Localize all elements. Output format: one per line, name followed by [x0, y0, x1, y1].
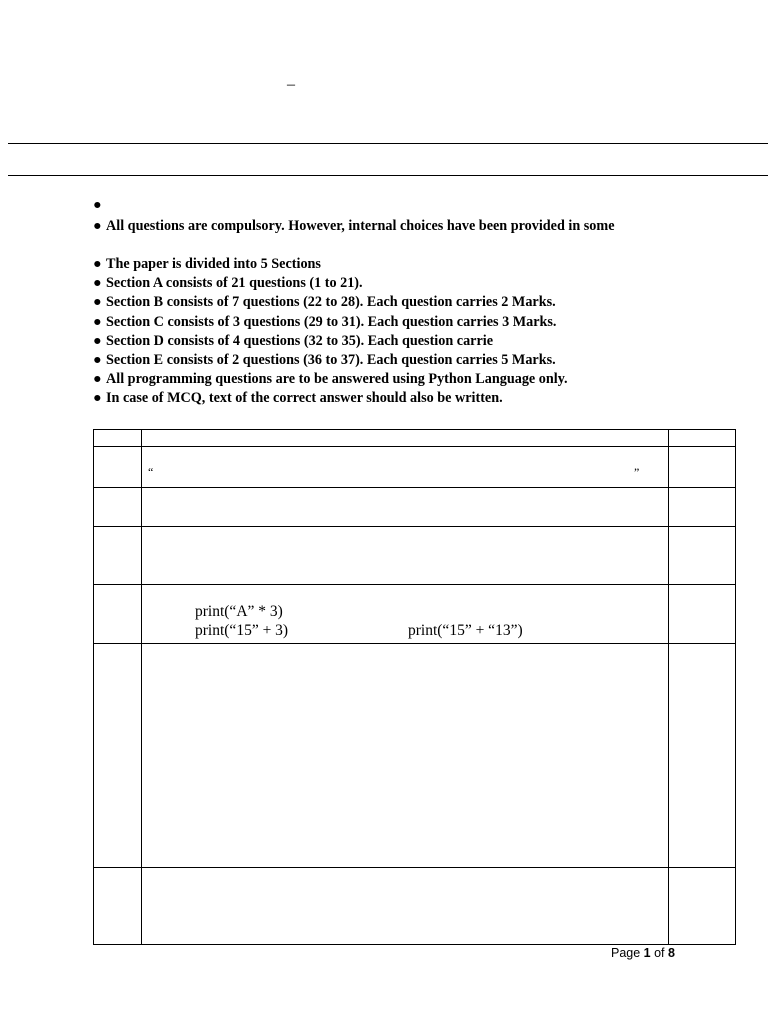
table-row	[94, 488, 736, 527]
marks-cell	[669, 585, 736, 644]
bullet-icon: ●	[93, 371, 102, 387]
bullet-icon: ●	[93, 218, 102, 234]
close-quote: ”	[634, 465, 640, 479]
instruction-text: All questions are compulsory. However, internal choices have been provided in some	[106, 218, 615, 234]
qno-cell	[94, 447, 142, 488]
qno-cell	[94, 585, 142, 644]
qno-cell	[94, 868, 142, 945]
bullet-icon: ●	[93, 275, 102, 291]
code-line: print(“A” * 3)	[195, 603, 283, 620]
marks-cell	[669, 868, 736, 945]
header-rule-bottom	[8, 175, 768, 176]
bullet-icon: ●	[93, 390, 102, 406]
bullet-icon: ●	[93, 333, 102, 349]
question-cell	[142, 585, 669, 644]
bullet-icon: ●	[93, 352, 102, 368]
question-cell	[142, 488, 669, 527]
page-label: Page	[611, 946, 644, 960]
current-page: 1	[643, 946, 651, 960]
marks-cell	[669, 527, 736, 585]
instruction-text: In case of MCQ, text of the correct answer should also be written.	[106, 390, 503, 406]
bullet-icon: ●	[93, 294, 102, 310]
page-number	[611, 946, 675, 960]
code-line: print(“15” + 3)	[195, 622, 289, 639]
header-dash: –	[287, 76, 295, 93]
instruction-text: The paper is divided into 5 Sections	[106, 256, 321, 272]
instruction-text: All programming questions are to be answered using Python Language only.	[106, 371, 568, 387]
question-cell	[142, 430, 669, 447]
question-cell	[142, 527, 669, 585]
qno-cell	[94, 527, 142, 585]
instruction-item	[93, 332, 493, 350]
qno-cell	[94, 644, 142, 868]
instruction-item	[93, 389, 503, 407]
marks-cell	[669, 644, 736, 868]
code-line: print(“15” + “13”)	[408, 622, 523, 639]
instruction-text: Section B consists of 7 questions (22 to 28). Each question carries 2 Marks.	[106, 294, 556, 310]
instruction-item	[93, 196, 106, 214]
marks-cell	[669, 447, 736, 488]
instruction-item	[93, 370, 568, 388]
table-row	[94, 527, 736, 585]
table-row	[94, 585, 736, 644]
instruction-item	[93, 217, 615, 235]
instruction-text: Section C consists of 3 questions (29 to 31). Each question carries 3 Marks.	[106, 314, 557, 330]
bullet-icon: ●	[93, 314, 102, 330]
table-row	[94, 644, 736, 868]
table-header-row	[94, 430, 736, 447]
question-cell	[142, 868, 669, 945]
question-cell	[142, 644, 669, 868]
marks-cell	[669, 488, 736, 527]
page-of-label: of	[650, 946, 668, 960]
instruction-text: Section E consists of 2 questions (36 to 37). Each question carries 5 Marks.	[106, 352, 556, 368]
header-rule-top	[8, 143, 768, 144]
bullet-icon: ●	[93, 197, 102, 213]
total-pages: 8	[668, 946, 675, 960]
qno-cell	[94, 430, 142, 447]
instruction-text: Section A consists of 21 questions (1 to 21).	[106, 275, 363, 291]
instruction-text: Section D consists of 4 questions (32 to 35). Each question carrie	[106, 333, 493, 349]
instruction-item	[93, 351, 556, 369]
question-cell	[142, 447, 669, 488]
instruction-item	[93, 293, 556, 311]
question-table	[93, 429, 736, 945]
open-quote: “	[148, 465, 154, 479]
qno-cell	[94, 488, 142, 527]
bullet-icon: ●	[93, 256, 102, 272]
table-row	[94, 868, 736, 945]
marks-cell	[669, 430, 736, 447]
instruction-item	[93, 274, 363, 292]
table-row	[94, 447, 736, 488]
instruction-item	[93, 255, 321, 273]
instruction-item	[93, 313, 556, 331]
